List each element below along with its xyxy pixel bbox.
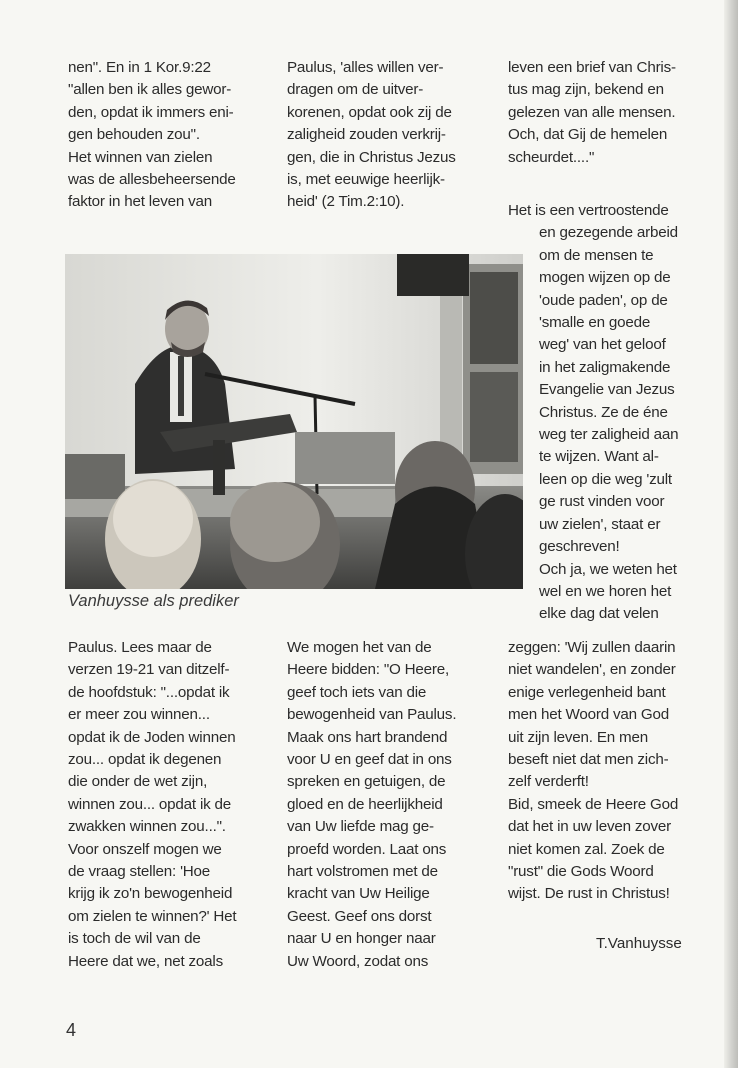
text-line: was de allesbeheersende xyxy=(68,171,236,189)
text-line: bewogenheid van Paulus. xyxy=(287,706,457,724)
text-line: faktor in het leven van xyxy=(68,193,212,211)
text-line: Het is een vertroostende xyxy=(508,202,669,219)
text-line: We mogen het van de xyxy=(287,639,432,656)
text-line: zeggen: 'Wij zullen daarin xyxy=(508,639,676,656)
text-line: opdat ik de Joden winnen xyxy=(68,728,236,746)
text-line: die onder de wet zijn, xyxy=(68,773,208,791)
text-line: Heere dat we, net zoals xyxy=(68,952,223,970)
column-bottom-left xyxy=(68,637,236,973)
text-line: korenen, opdat ook zij de xyxy=(287,103,452,121)
text-line: elke dag dat velen xyxy=(539,605,659,623)
text-line: gen, die in Christus Jezus xyxy=(287,148,456,166)
text-line: nen". En in 1 Kor.9:22 xyxy=(68,59,211,76)
text-line: in het zaligmakende xyxy=(539,358,671,376)
text-line: zou... opdat ik degenen xyxy=(68,751,222,769)
text-line: de vraag stellen: 'Hoe xyxy=(68,863,211,881)
text-line: heid' (2 Tim.2:10). xyxy=(287,193,405,211)
text-line: geschreven! xyxy=(539,538,620,556)
text-line: hart volstromen met de xyxy=(287,863,438,881)
text-line: leven een brief van Chris- xyxy=(508,59,676,76)
text-line: om zielen te winnen?' Het xyxy=(68,907,237,925)
text-line: winnen zou... opdat ik de xyxy=(68,795,232,813)
text-line: Och, dat Gij de hemelen xyxy=(508,126,668,144)
column-top-left xyxy=(68,57,236,214)
text-line: den, opdat ik immers eni- xyxy=(68,103,234,121)
text-line: dat het in uw leven zover xyxy=(508,818,672,836)
text-line: uw zielen', staat er xyxy=(539,515,661,533)
text-line: Maak ons hart brandend xyxy=(287,728,448,746)
text-line: Uw Woord, zodat ons xyxy=(287,952,429,970)
text-line: gen behouden zou". xyxy=(68,126,200,144)
text-line: proefd worden. Laat ons xyxy=(287,840,447,858)
page-edge-shadow xyxy=(724,0,738,1068)
text-line: spreken en getuigen, de xyxy=(287,773,446,791)
text-line: en gezegende arbeid xyxy=(539,224,678,242)
text-line: mogen wijzen op de xyxy=(539,269,671,287)
text-line: dragen om de uitver- xyxy=(287,81,424,99)
text-line: ge rust vinden voor xyxy=(539,493,665,511)
text-line: 'smalle en goede xyxy=(539,314,651,332)
text-line: wel en we horen het xyxy=(539,582,672,600)
text-line: niet wandelen', en zonder xyxy=(508,661,676,679)
page-number: 4 xyxy=(66,1020,77,1040)
photo-preacher xyxy=(65,254,523,589)
text-line: geef toch iets van die xyxy=(287,683,427,701)
text-line: krijg ik zo'n bewogenheid xyxy=(68,885,233,903)
text-line: om de mensen te xyxy=(539,246,654,264)
text-line: Geest. Geef ons dorst xyxy=(287,907,432,925)
text-line: zelf verderft! xyxy=(508,773,589,791)
text-line: weg ter zaligheid aan xyxy=(539,426,679,444)
text-line: zwakken winnen zou...". xyxy=(68,818,226,836)
text-line: Voor onszelf mogen we xyxy=(68,840,222,858)
column-bottom-middle xyxy=(287,637,456,973)
column-top-middle xyxy=(287,57,456,214)
text-line: is toch de wil van de xyxy=(68,930,201,948)
text-line: tus mag zijn, bekend en xyxy=(508,81,664,99)
text-line: Evangelie van Jezus xyxy=(539,381,675,399)
text-line: van Uw liefde mag ge- xyxy=(287,818,434,836)
text-line: leen op die weg 'zult xyxy=(539,470,672,488)
text-line: Het winnen van zielen xyxy=(68,148,213,166)
text-line: is, met eeuwige heerlijk- xyxy=(287,171,445,189)
text-line: 'oude paden', op de xyxy=(539,291,668,309)
author-signature: T.Vanhuysse xyxy=(596,935,682,952)
text-line: men het Woord van God xyxy=(508,706,669,724)
text-line: Och ja, we weten het xyxy=(539,560,677,578)
text-line: Paulus, 'alles willen ver- xyxy=(287,59,444,76)
photo-caption: Vanhuysse als prediker xyxy=(68,592,239,610)
text-line: gloed en de heerlijkheid xyxy=(287,795,443,813)
text-line: "rust" die Gods Woord xyxy=(508,863,654,881)
text-line: voor U en geef dat in ons xyxy=(287,751,452,769)
text-line: "allen ben ik alles gewor- xyxy=(68,81,232,99)
text-line: enige verlegenheid bant xyxy=(508,683,666,701)
text-line: naar U en honger naar xyxy=(287,930,436,948)
text-line: Paulus. Lees maar de xyxy=(68,639,212,656)
text-line: niet komen zal. Zoek de xyxy=(508,840,665,858)
column-bottom-right xyxy=(508,637,678,906)
text-line: scheurdet...." xyxy=(508,148,595,166)
text-line: beseft niet dat men zich- xyxy=(508,751,669,769)
column-top-right xyxy=(508,57,676,169)
text-line: er meer zou winnen... xyxy=(68,706,210,724)
text-line: verzen 19-21 van ditzelf- xyxy=(68,661,230,679)
text-line: de hoofdstuk: "...opdat ik xyxy=(68,683,230,701)
column-right-wrap xyxy=(508,200,678,626)
text-line: Heere bidden: "O Heere, xyxy=(287,661,450,679)
text-line: uit zijn leven. En men xyxy=(508,728,648,746)
text-line: gelezen van alle mensen. xyxy=(508,103,676,121)
text-line: Christus. Ze de éne xyxy=(539,403,668,421)
text-line: weg' van het geloof xyxy=(539,336,666,354)
text-line: zaligheid zouden verkrij- xyxy=(287,126,446,144)
text-line: Bid, smeek de Heere God xyxy=(508,795,679,813)
text-line: kracht van Uw Heilige xyxy=(287,885,430,903)
text-line: te wijzen. Want al- xyxy=(539,448,659,466)
text-line: wijst. De rust in Christus! xyxy=(508,885,670,903)
